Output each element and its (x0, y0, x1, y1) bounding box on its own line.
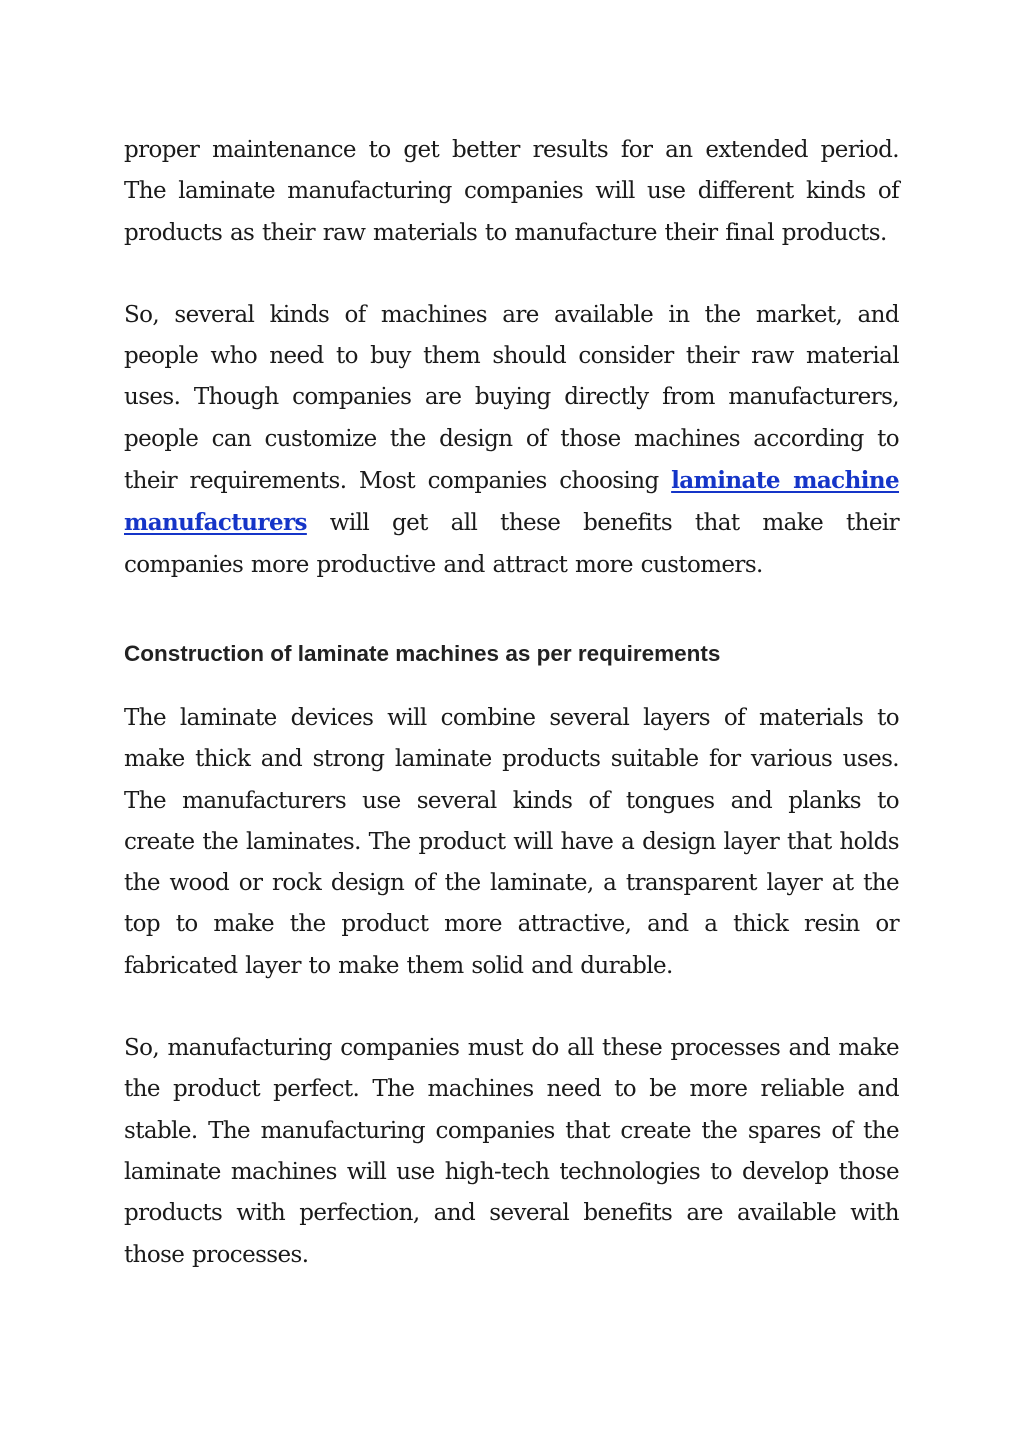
document-page (124, 130, 899, 1276)
paragraph-maintenance: proper maintenance to get better results for an extended period. The laminate manufacturing companies will use different kinds of products as their raw materials to manufacture their final products. (124, 137, 899, 246)
section-heading: Construction of laminate machines as per requirements (124, 640, 721, 666)
paragraph-manufacturing-processes: So, manufacturing companies must do all these processes and make the product perfect. The machines need to be more reliable and stable. The manufacturing companies that create the spares of the laminate machines will use high-tech technologies to develop those products with perfection, and several benefits are available with those processes. (124, 1035, 899, 1268)
paragraph-laminate-devices: The laminate devices will combine several layers of materials to make thick and strong laminate products suitable for various uses. The manufacturers use several kinds of tongues and planks to create the laminates. The product will have a design layer that holds the wood or rock design of the laminate, a transparent layer at the top to make the product more attractive, and a thick resin or fabricated layer to make them solid and durable. (124, 704, 899, 979)
paragraph-text-before-link: So, several kinds of machines are available in the market, and people who need to buy them should consider their raw material uses. Though companies are buying directly from manufacturers, people can customize the design of those machines according to their requirements. Most companies choosing (124, 301, 899, 495)
laminate-machine-manufacturers-link[interactable]: laminate machine manufacturers (124, 467, 900, 537)
paragraph-machines-market (124, 295, 899, 586)
paragraph-text-after-link: will get all these benefits that make their companies more productive and attract more customers. (124, 510, 899, 578)
